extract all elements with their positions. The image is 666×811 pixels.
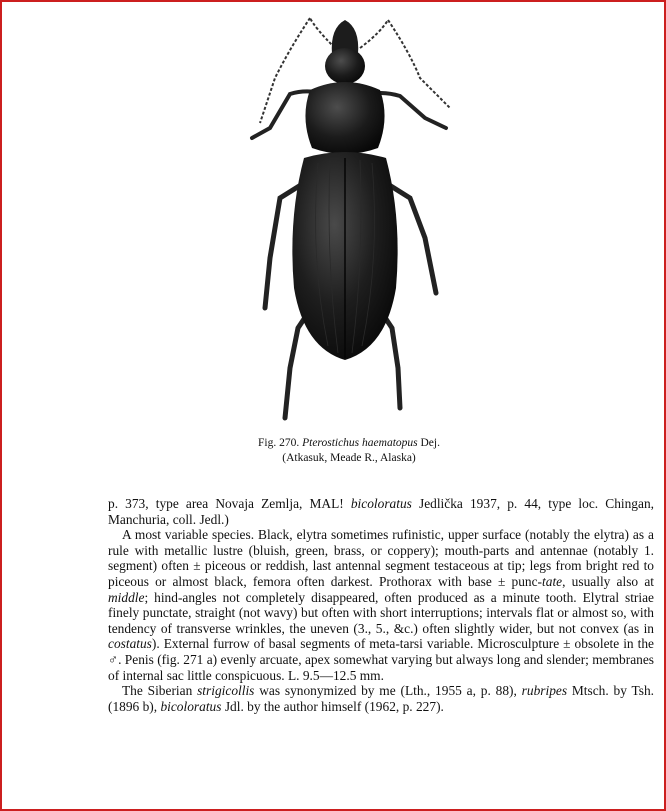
- figure-caption: [230, 436, 468, 466]
- p2-text-c: , usually also at: [562, 573, 654, 589]
- beetle-illustration: [220, 8, 470, 428]
- beetle-head: [325, 48, 365, 84]
- p2-italic-tate: tate: [542, 573, 563, 589]
- paragraph-1: [108, 496, 654, 527]
- frame-top-border: [0, 0, 666, 2]
- caption-species: Pterostichus haematopus: [302, 437, 418, 449]
- p1-text-a: p. 373, type area Novaja Zemlja, MAL!: [108, 496, 351, 511]
- caption-locality: (Atkasuk, Meade R., Alaska): [282, 452, 416, 464]
- p2-italic-middle: middle: [108, 589, 145, 605]
- paragraph-2: [108, 527, 654, 683]
- caption-label: Fig. 270.: [258, 437, 300, 449]
- p1-text-c: Jedlička 1937, p. 44, type loc. Chingan, Manchuria, coll. Jedl.): [108, 496, 654, 527]
- p3-text-e: Mtsch. by Tsh. (1896 b),: [108, 683, 655, 714]
- p3-species-strigicollis: strigicollis: [197, 683, 255, 699]
- p3-species-rubripes: rubripes: [521, 683, 568, 699]
- frame-left-border: [0, 0, 2, 811]
- caption-line-1: [230, 436, 468, 451]
- p2-species-costatus: costatus: [108, 636, 152, 652]
- p3-text-g: Jdl. by the author himself (1962, p. 227).: [221, 698, 444, 714]
- beetle-prothorax: [305, 82, 384, 154]
- body-text: [108, 496, 654, 714]
- paragraph-3: [108, 683, 654, 714]
- p1-species-bicoloratus: bicoloratus: [350, 496, 412, 511]
- caption-author: Dej.: [420, 437, 440, 449]
- p2-text-e: ; hind-angles not completely disappeared, often produced as a minute tooth. Elytral striae finely punctate, straight (not wavy) but often with short interruptions; intervals flat or almost so, with tendency of transverse wrinkles, the uneven (3., 5., &c.) often slightly wider, but not convex (as in: [108, 589, 654, 636]
- p2-text-g: ). External furrow of basal segments of meta-tarsi variable. Microsculpture ± obsolete in the ♂. Penis (fig. 271 a) evenly arcuate, apex somewhat varying but always long and slender; membranes of internal sac little conspicuous. L. 9.5—12.5 mm.: [108, 636, 654, 683]
- p3-species-bicoloratus: bicoloratus: [160, 698, 222, 714]
- p2-text-a: A most variable species. Black, elytra sometimes rufinistic, upper surface (notably the elytra) as a rule with metallic lustre (bluish, green, brass, or coppery); mouth-parts and antennae (notably 1. segment) often ± piceous or reddish, last antennal segment testaceous at tip; legs from bright red to piceous or almost black, femora often darkest. Prothorax with base ± punc-: [108, 527, 654, 589]
- p3-text-c: was synonymized by me (Lth., 1955 a, p. 88),: [254, 683, 522, 699]
- beetle-figure: [220, 8, 470, 428]
- p3-text-a: The Siberian: [122, 683, 198, 699]
